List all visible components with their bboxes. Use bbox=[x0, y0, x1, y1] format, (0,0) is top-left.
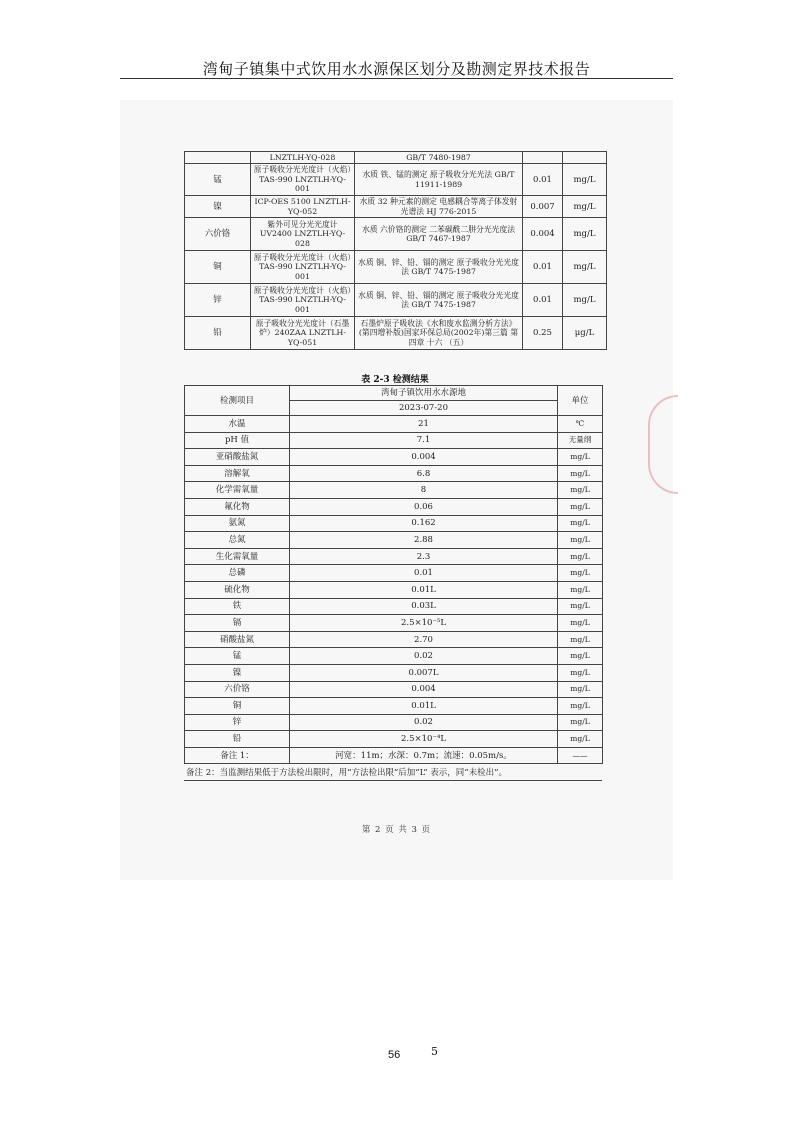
result-cell-unit: ℃ bbox=[558, 416, 603, 433]
result-row bbox=[185, 565, 603, 582]
result-cell-item: 镍 bbox=[185, 664, 290, 681]
method-cell-method: 石墨炉原子吸收法《水和废水监测分析方法》(第四增补版)国家环保总局(2002年)第三篇 第四章 十六 （五） bbox=[355, 317, 523, 350]
header-date: 2023-07-20 bbox=[290, 401, 558, 416]
result-cell-value: 8 bbox=[290, 482, 558, 499]
result-cell-unit: mg/L bbox=[558, 681, 603, 698]
result-cell-value: 河宽：11m；水深：0.7m；流速：0.05m/s。 bbox=[290, 747, 558, 764]
result-cell-item: 六价铬 bbox=[185, 681, 290, 698]
result-cell-unit: mg/L bbox=[558, 598, 603, 615]
result-cell-item: 镉 bbox=[185, 615, 290, 632]
result-row bbox=[185, 432, 603, 449]
result-cell-item: 水温 bbox=[185, 416, 290, 433]
result-cell-unit: mg/L bbox=[558, 648, 603, 665]
method-cell-method: GB/T 7480-1987 bbox=[355, 152, 523, 164]
result-cell-value: 2.5×10⁻⁵L bbox=[290, 615, 558, 632]
method-row bbox=[185, 196, 607, 218]
result-cell-item: 铅 bbox=[185, 731, 290, 748]
result-cell-item: pH 值 bbox=[185, 432, 290, 449]
result-cell-item: 锌 bbox=[185, 714, 290, 731]
result-row bbox=[185, 532, 603, 549]
result-cell-item: 锰 bbox=[185, 648, 290, 665]
result-cell-item: 备注 1： bbox=[185, 747, 290, 764]
method-cell-unit: mg/L bbox=[563, 164, 607, 196]
result-cell-value: 21 bbox=[290, 416, 558, 433]
method-cell-item: 镍 bbox=[185, 196, 251, 218]
result-row bbox=[185, 664, 603, 681]
method-cell-item: 六价铬 bbox=[185, 218, 251, 251]
result-cell-unit: mg/L bbox=[558, 532, 603, 549]
method-cell-item: 铜 bbox=[185, 251, 251, 284]
result-cell-item: 亚硝酸盐氮 bbox=[185, 449, 290, 466]
result-cell-item: 总氮 bbox=[185, 532, 290, 549]
result-cell-unit: —— bbox=[558, 747, 603, 764]
document-title: 湾甸子镇集中式饮用水水源保区划分及勘测定界技术报告 bbox=[202, 60, 591, 78]
page-number-main: 56 bbox=[388, 1049, 401, 1061]
header-divider bbox=[120, 78, 673, 79]
result-cell-value: 0.007L bbox=[290, 664, 558, 681]
result-row bbox=[185, 631, 603, 648]
method-cell-limit bbox=[523, 152, 563, 164]
header-unit: 单位 bbox=[558, 386, 603, 416]
method-cell-limit: 0.007 bbox=[523, 196, 563, 218]
method-row bbox=[185, 317, 607, 350]
result-cell-value: 0.03L bbox=[290, 598, 558, 615]
method-cell-instrument: ICP-OES 5100 LNZTLH-YQ-052 bbox=[251, 196, 355, 218]
result-cell-value: 2.70 bbox=[290, 631, 558, 648]
result-cell-value: 2.88 bbox=[290, 532, 558, 549]
method-cell-instrument: 原子吸收分光光度计（石墨炉）240ZAA LNZTLH-YQ-051 bbox=[251, 317, 355, 350]
method-row bbox=[185, 152, 607, 164]
result-cell-item: 铜 bbox=[185, 698, 290, 715]
result-row bbox=[185, 515, 603, 532]
result-row bbox=[185, 648, 603, 665]
result-cell-unit: mg/L bbox=[558, 465, 603, 482]
footnote-divider bbox=[184, 780, 602, 781]
result-cell-value: 0.01L bbox=[290, 698, 558, 715]
method-row bbox=[185, 164, 607, 196]
result-row bbox=[185, 747, 603, 764]
method-cell-limit: 0.25 bbox=[523, 317, 563, 350]
method-cell-instrument: 紫外可见分光光度计 UV2400 LNZTLH-YQ-028 bbox=[251, 218, 355, 251]
result-row bbox=[185, 581, 603, 598]
result-cell-unit: mg/L bbox=[558, 565, 603, 582]
result-row bbox=[185, 548, 603, 565]
result-row bbox=[185, 615, 603, 632]
result-cell-unit: mg/L bbox=[558, 581, 603, 598]
method-cell-limit: 0.004 bbox=[523, 218, 563, 251]
result-row bbox=[185, 714, 603, 731]
result-cell-unit: mg/L bbox=[558, 615, 603, 632]
result-cell-unit: mg/L bbox=[558, 698, 603, 715]
method-table bbox=[184, 151, 607, 350]
result-cell-unit: mg/L bbox=[558, 731, 603, 748]
method-cell-item bbox=[185, 152, 251, 164]
result-cell-unit: mg/L bbox=[558, 631, 603, 648]
method-cell-method: 水质 铁、锰的测定 原子吸收分光光法 GB/T 11911-1989 bbox=[355, 164, 523, 196]
result-cell-value: 0.02 bbox=[290, 648, 558, 665]
result-row bbox=[185, 482, 603, 499]
result-cell-item: 溶解氧 bbox=[185, 465, 290, 482]
result-cell-value: 0.06 bbox=[290, 498, 558, 515]
method-cell-method: 水质 铜、锌、铅、镉的测定 原子吸收分光光度法 GB/T 7475-1987 bbox=[355, 251, 523, 284]
footnote-2: 备注 2：当监测结果低于方法检出限时，用“方法检出限”后加“L” 表示，同“未检出”。 bbox=[186, 768, 507, 778]
result-cell-unit: mg/L bbox=[558, 664, 603, 681]
result-cell-item: 铁 bbox=[185, 598, 290, 615]
scan-page-footer: 第 2 页 共 3 页 bbox=[361, 825, 432, 835]
method-cell-item: 锌 bbox=[185, 284, 251, 317]
result-cell-unit: mg/L bbox=[558, 482, 603, 499]
method-cell-method: 水质 六价铬的测定 二苯碳酰二肼分光光度法 GB/T 7467-1987 bbox=[355, 218, 523, 251]
result-cell-value: 2.3 bbox=[290, 548, 558, 565]
method-cell-unit: mg/L bbox=[563, 251, 607, 284]
result-cell-item: 总磷 bbox=[185, 565, 290, 582]
method-row bbox=[185, 218, 607, 251]
result-cell-item: 硫化物 bbox=[185, 581, 290, 598]
method-cell-unit bbox=[563, 152, 607, 164]
result-row bbox=[185, 449, 603, 466]
method-cell-unit: mg/L bbox=[563, 284, 607, 317]
result-row bbox=[185, 681, 603, 698]
header-site: 湾甸子镇饮用水水源地 bbox=[290, 386, 558, 401]
result-cell-unit: mg/L bbox=[558, 449, 603, 466]
method-cell-instrument: 原子吸收分光光度计（火焰）TAS-990 LNZTLH-YQ-001 bbox=[251, 164, 355, 196]
result-cell-value: 0.01 bbox=[290, 565, 558, 582]
results-header-row bbox=[185, 386, 603, 401]
result-row bbox=[185, 498, 603, 515]
result-row bbox=[185, 416, 603, 433]
result-cell-unit: mg/L bbox=[558, 515, 603, 532]
method-row bbox=[185, 251, 607, 284]
result-cell-unit: mg/L bbox=[558, 714, 603, 731]
result-cell-value: 2.5×10⁻⁴L bbox=[290, 731, 558, 748]
result-row bbox=[185, 465, 603, 482]
method-cell-limit: 0.01 bbox=[523, 164, 563, 196]
result-cell-unit: 无量纲 bbox=[558, 432, 603, 449]
result-cell-unit: mg/L bbox=[558, 548, 603, 565]
result-cell-item: 硝酸盐氮 bbox=[185, 631, 290, 648]
results-table-caption: 表 2-3 检测结果 bbox=[361, 375, 429, 385]
header-item: 检测项目 bbox=[185, 386, 290, 416]
method-cell-unit: mg/L bbox=[563, 218, 607, 251]
result-cell-value: 6.8 bbox=[290, 465, 558, 482]
method-cell-instrument: 原子吸收分光光度计（火焰）TAS-990 LNZTLH-YQ-001 bbox=[251, 251, 355, 284]
result-cell-item: 氟化物 bbox=[185, 498, 290, 515]
method-cell-method: 水质 32 种元素的测定 电感耦合等离子体发射光谱法 HJ 776-2015 bbox=[355, 196, 523, 218]
result-cell-value: 7.1 bbox=[290, 432, 558, 449]
result-cell-item: 化学需氧量 bbox=[185, 482, 290, 499]
method-cell-item: 锰 bbox=[185, 164, 251, 196]
official-seal-stamp bbox=[648, 395, 678, 494]
method-cell-limit: 0.01 bbox=[523, 284, 563, 317]
result-cell-item: 氨氮 bbox=[185, 515, 290, 532]
result-cell-unit: mg/L bbox=[558, 498, 603, 515]
method-cell-unit: μg/L bbox=[563, 317, 607, 350]
method-row bbox=[185, 284, 607, 317]
result-cell-value: 0.004 bbox=[290, 681, 558, 698]
result-row bbox=[185, 698, 603, 715]
method-cell-method: 水质 铜、锌、铅、镉的测定 原子吸收分光光度法 GB/T 7475-1987 bbox=[355, 284, 523, 317]
method-cell-unit: mg/L bbox=[563, 196, 607, 218]
method-cell-instrument: 原子吸收分光光度计（火焰）TAS-990 LNZTLH-YQ-001 bbox=[251, 284, 355, 317]
method-cell-item: 铅 bbox=[185, 317, 251, 350]
result-row bbox=[185, 731, 603, 748]
result-cell-value: 0.02 bbox=[290, 714, 558, 731]
result-cell-value: 0.01L bbox=[290, 581, 558, 598]
method-cell-limit: 0.01 bbox=[523, 251, 563, 284]
result-cell-value: 0.162 bbox=[290, 515, 558, 532]
result-cell-value: 0.004 bbox=[290, 449, 558, 466]
page-number-inner: 5 bbox=[431, 1045, 438, 1058]
result-cell-item: 生化需氧量 bbox=[185, 548, 290, 565]
method-cell-instrument: LNZTLH-YQ-028 bbox=[251, 152, 355, 164]
results-table bbox=[184, 385, 603, 764]
result-row bbox=[185, 598, 603, 615]
